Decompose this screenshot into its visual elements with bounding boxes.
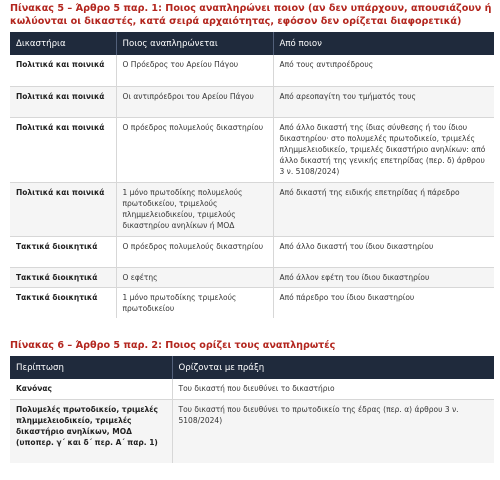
table-cell-by-whom: Από άλλον εφέτη του ίδιου δικαστηρίου [273, 267, 494, 287]
table-cell-appointed-by: Του δικαστή που διευθύνει το πρωτοδικείο της έδρας (περ. α) άρθρου 3 ν. 5108/2024) [172, 399, 494, 463]
table-row [10, 379, 494, 399]
table-row [10, 236, 494, 267]
table5-header-row [10, 32, 494, 55]
table-row [10, 55, 494, 86]
table-cell-by-whom: Από τους αντιπροέδρους [273, 55, 494, 86]
table6-title: Πίνακας 6 – Άρθρο 5 παρ. 2: Ποιος ορίζει τους αναπληρωτές [10, 340, 336, 351]
table6-header-row [10, 356, 494, 379]
table6-section [10, 339, 494, 463]
table-cell-court: Τακτικά διοικητικά [10, 236, 116, 267]
table5 [10, 32, 494, 318]
table-cell-replaced: 1 μόνο πρωτοδίκης πολυμελούς πρωτοδικείου, τριμελούς πλημμελειοδικείου, τριμελούς δικαστηρίου ανηλίκων ή ΜΟΔ [116, 182, 273, 236]
table5-title: Πίνακας 5 – Άρθρο 5 παρ. 1: Ποιος αναπληρώνει ποιον (αν δεν υπάρχουν, απουσιάζουν ή κωλύονται οι δικαστές, κατά σειρά αρχαιότητας, εφόσον δεν ορίζεται διαφορετικά) [10, 3, 492, 27]
table5-header-courts: Δικαστήρια [10, 32, 116, 55]
table-cell-court: Πολιτικά και ποινικά [10, 86, 116, 117]
table5-header-replaced: Ποιος αναπληρώνεται [116, 32, 273, 55]
table-cell-court: Πολιτικά και ποινικά [10, 55, 116, 86]
table-cell-case: Κανόνας [10, 379, 172, 399]
table-cell-by-whom: Από άλλο δικαστή της ίδιας σύνθεσης ή του ίδιου δικαστηρίου· στο πολυμελές πρωτοδικείο, τριμελές πλημμελειοδικείο, τριμελές δικαστήριο ανηλίκων: από άλλο δικαστή της γενικής επετηρίδας (περ. δ) άρθρου 3 ν. 5108/2024) [273, 117, 494, 182]
table-cell-by-whom: Από άλλο δικαστή του ίδιου δικαστηρίου [273, 236, 494, 267]
table5-section [10, 2, 494, 318]
table-cell-replaced: Ο πρόεδρος πολυμελούς δικαστηρίου [116, 117, 273, 182]
table-cell-replaced: Ο εφέτης [116, 267, 273, 287]
table-cell-by-whom: Από δικαστή της ειδικής επετηρίδας ή πάρεδρο [273, 182, 494, 236]
table-cell-court: Πολιτικά και ποινικά [10, 182, 116, 236]
table-cell-court: Τακτικά διοικητικά [10, 287, 116, 318]
table-cell-replaced: 1 μόνο πρωτοδίκης τριμελούς πρωτοδικείου [116, 287, 273, 318]
table6-header-case: Περίπτωση [10, 356, 172, 379]
table-row [10, 287, 494, 318]
table6-header-appointed-by: Ορίζονται με πράξη [172, 356, 494, 379]
table-row [10, 182, 494, 236]
table-cell-by-whom: Από αρεοπαγίτη του τμήματός τους [273, 86, 494, 117]
table-cell-case: Πολυμελές πρωτοδικείο, τριμελές πλημμελειοδικείο, τριμελές δικαστήριο ανηλίκων, ΜΟΔ (υποπερ. γ΄ και δ΄ περ. Α΄ παρ. 1) [10, 399, 172, 463]
table-row [10, 267, 494, 287]
table-cell-court: Πολιτικά και ποινικά [10, 117, 116, 182]
table-cell-replaced: Ο πρόεδρος πολυμελούς δικαστηρίου [116, 236, 273, 267]
table6 [10, 356, 494, 463]
table-row [10, 399, 494, 463]
table-cell-court: Τακτικά διοικητικά [10, 267, 116, 287]
table-cell-by-whom: Από πάρεδρο του ίδιου δικαστηρίου [273, 287, 494, 318]
table-row [10, 117, 494, 182]
table-cell-replaced: Οι αντιπρόεδροι του Αρείου Πάγου [116, 86, 273, 117]
table-row [10, 86, 494, 117]
table-cell-appointed-by: Του δικαστή που διευθύνει το δικαστήριο [172, 379, 494, 399]
table5-header-by-whom: Από ποιον [273, 32, 494, 55]
table-cell-replaced: Ο Πρόεδρος του Αρείου Πάγου [116, 55, 273, 86]
